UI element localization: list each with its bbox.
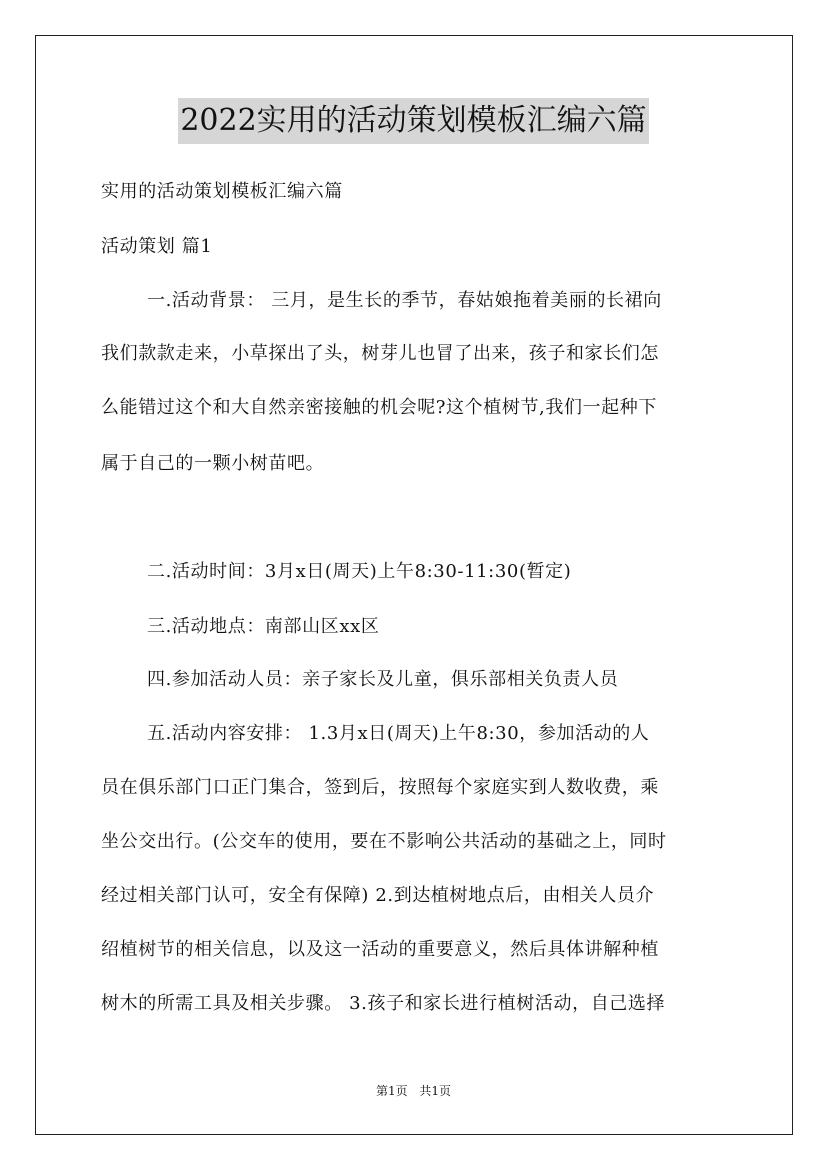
section-heading: 活动策划 篇1 [101, 236, 213, 257]
page-total: 共1页 [419, 1084, 452, 1098]
paragraph-line: 绍植树节的相关信息，以及这一活动的重要意义，然后具体讲解种植 [101, 939, 659, 960]
paragraph-line: 树木的所需工具及相关步骤。 3.孩子和家长进行植树活动，自己选择 [101, 993, 666, 1014]
page-number: 第1页 [375, 1084, 408, 1098]
paragraph-line: 三.活动地点：南部山区xx区 [147, 616, 380, 637]
paragraph-line: 五.活动内容安排： 1.3月x日(周天)上午8:30，参加活动的人 [147, 723, 650, 744]
page-footer [0, 1083, 827, 1099]
paragraph-line: 二.活动时间：3月x日(周天)上午8:30-11:30(暂定) [147, 561, 572, 582]
paragraph-line: 四.参加活动人员：亲子家长及儿童，俱乐部相关负责人员 [147, 669, 619, 690]
paragraph-line: 员在俱乐部门口正门集合，签到后，按照每个家庭实到人数收费，乘 [101, 777, 659, 798]
paragraph-line: 坐公交出行。(公交车的使用，要在不影响公共活动的基础之上，同时 [101, 831, 667, 852]
paragraph-line: 一.活动背景： 三月，是生长的季节，春姑娘拖着美丽的长裙向 [147, 290, 662, 311]
paragraph-line: 我们款款走来，小草探出了头，树芽儿也冒了出来，孩子和家长们怎 [101, 343, 659, 364]
document-title: 2022实用的活动策划模板汇编六篇 [178, 98, 648, 144]
paragraph-line: 属于自己的一颗小树苗吧。 [101, 453, 325, 474]
document-title-wrap [0, 98, 827, 144]
paragraph-line: 经过相关部门认可，安全有保障) 2.到达植树地点后，由相关人员介 [101, 885, 655, 906]
paragraph-line: 么能错过这个和大自然亲密接触的机会呢?这个植树节,我们一起种下 [101, 397, 657, 418]
document-subtitle: 实用的活动策划模板汇编六篇 [101, 181, 343, 202]
